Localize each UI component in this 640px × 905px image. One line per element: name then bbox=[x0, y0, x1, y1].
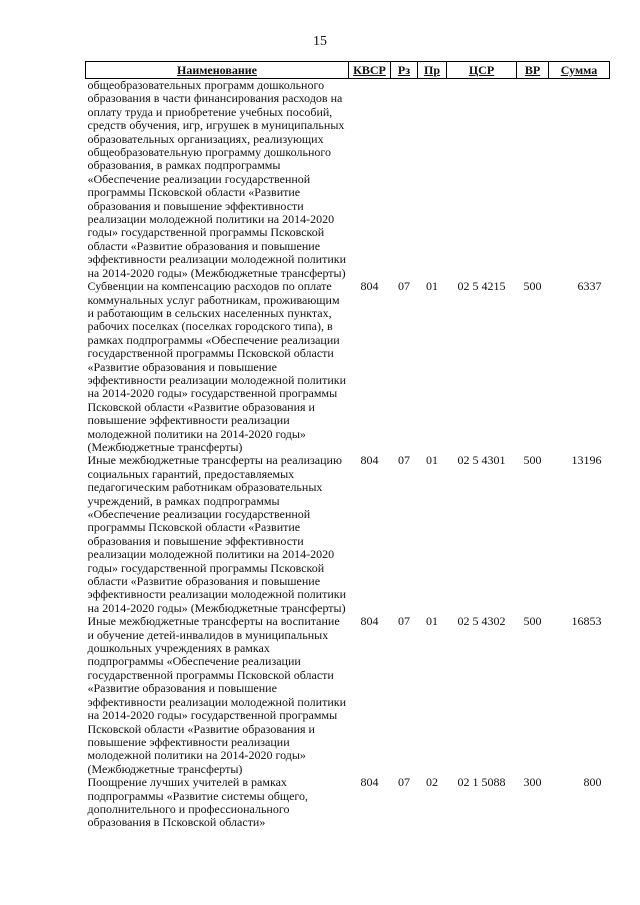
row-csr: 02 5 4302 bbox=[457, 614, 506, 629]
row-sum bbox=[549, 79, 610, 281]
row-vr: 500 bbox=[523, 279, 542, 294]
row-name: общеобразовательных программ дошкольного образования в части финансирования расходов на оплату труда и приобретение учебных пособий, средств обучения, игр, игрушек в муниципальных образовательных организациях, реализующих общеобразовательную программу дошкольного образования, в рамках подпрограммы «Обеспечение реализации государственной программы Псковской области «Развитие образования и повышение эффективности реализации молодежной политики на 2014-2020 годы» государственной программы Псковской области «Развитие образования и повышение эффективности реализации молодежной политики на 2014-2020 годы» (Межбюджетные трансферты) bbox=[87, 78, 346, 280]
table-header-row bbox=[86, 62, 610, 79]
header-vr: ВР bbox=[517, 62, 549, 79]
row-vr: 500 bbox=[523, 453, 542, 468]
row-kvsr: 804 bbox=[360, 453, 379, 468]
row-kvsr: 804 bbox=[360, 775, 379, 790]
row-csr: 02 1 5088 bbox=[457, 775, 506, 790]
row-sum: 16853 bbox=[571, 614, 602, 629]
row-vr: 300 bbox=[523, 775, 542, 790]
row-sum: 6337 bbox=[577, 279, 602, 294]
header-pr: Пр bbox=[418, 62, 447, 79]
header-rz: Рз bbox=[391, 62, 418, 79]
table-row bbox=[86, 280, 610, 454]
header-csr: ЦСР bbox=[447, 62, 517, 79]
row-name: Субвенции на компенсацию расходов по оплате коммунальных услуг работникам, проживающим и работающим в сельских населенных пунктах, рабочих поселках (поселках городского типа), в рамках подпрограммы «Обеспечение реализации государственной программы Псковской области «Развитие образования и повышение эффективности реализации молодежной политики на 2014-2020 годы» государственной программы Псковской области «Развитие образования и повышение эффективности реализации молодежной политики на 2014-2020 годы» (Межбюджетные трансферты) bbox=[87, 279, 346, 454]
row-pr: 02 bbox=[426, 775, 438, 790]
budget-table bbox=[85, 61, 610, 830]
row-kvsr: 804 bbox=[360, 279, 379, 294]
row-csr: 02 5 4301 bbox=[457, 453, 506, 468]
row-rz bbox=[391, 79, 418, 281]
row-pr bbox=[418, 79, 447, 281]
table-row bbox=[86, 615, 610, 776]
row-vr: 500 bbox=[523, 614, 542, 629]
row-name: Поощрение лучших учителей в рамках подпрограммы «Развитие системы общего, дополнительного и профессионального образования в Псковской области» bbox=[87, 775, 309, 830]
row-pr: 01 bbox=[426, 453, 438, 468]
row-sum: 13196 bbox=[571, 453, 602, 468]
row-name: Иные межбюджетные трансферты на воспитание и обучение детей-инвалидов в муниципальных дошкольных учреждениях в рамках подпрограммы «Обеспечение реализации государственной программы Псковской области «Развитие образования и повышение эффективности реализации молодежной политики на 2014-2020 годы» государственной программы Псковской области «Развитие образования и повышение эффективности реализации молодежной политики на 2014-2020 годы» (Межбюджетные трансферты) bbox=[87, 614, 346, 776]
table-row bbox=[86, 454, 610, 615]
row-csr: 02 5 4215 bbox=[457, 279, 506, 294]
header-name: Наименование bbox=[86, 62, 349, 79]
header-sum: Сумма bbox=[549, 62, 610, 79]
row-pr: 01 bbox=[426, 614, 438, 629]
table-row bbox=[86, 776, 610, 830]
row-pr: 01 bbox=[426, 279, 438, 294]
table-row bbox=[86, 79, 610, 281]
page-number: 15 bbox=[313, 34, 327, 49]
row-name: Иные межбюджетные трансферты на реализацию социальных гарантий, предоставляемых педагогическим работникам образовательных учреждений, в рамках подпрограммы «Обеспечение реализации государственной программы Псковской области «Развитие образования и повышение эффективности реализации молодежной политики на 2014-2020 годы» государственной программы Псковской области «Развитие образования и повышение эффективности реализации молодежной политики на 2014-2020 годы» (Межбюджетные трансферты) bbox=[87, 453, 346, 615]
row-vr bbox=[517, 79, 549, 281]
row-rz: 07 bbox=[398, 279, 410, 294]
header-kvsr: КВСР bbox=[349, 62, 391, 79]
row-kvsr: 804 bbox=[360, 614, 379, 629]
row-sum: 800 bbox=[583, 775, 602, 790]
row-rz: 07 bbox=[398, 453, 410, 468]
row-csr bbox=[447, 79, 517, 281]
row-kvsr bbox=[349, 79, 391, 281]
row-rz: 07 bbox=[398, 614, 410, 629]
row-rz: 07 bbox=[398, 775, 410, 790]
